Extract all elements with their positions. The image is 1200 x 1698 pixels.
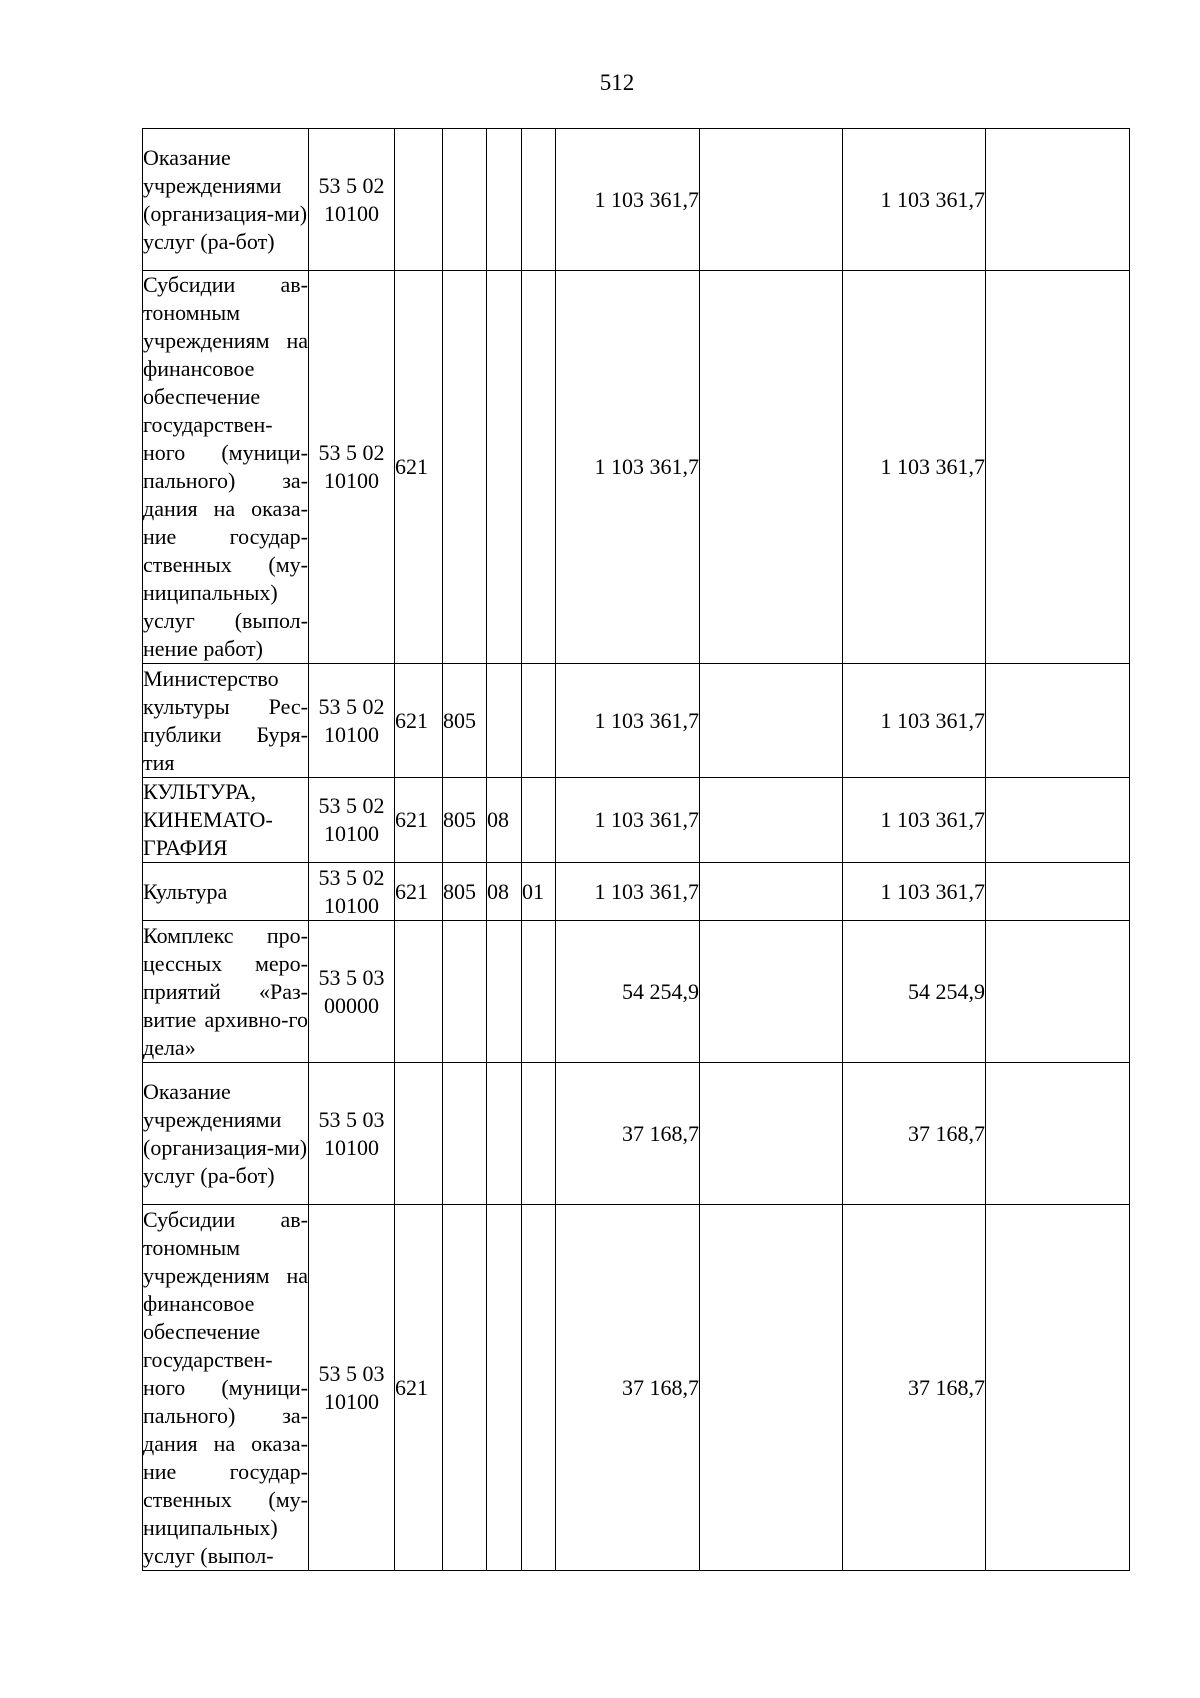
row-name: Культура (143, 863, 309, 921)
row-amount-3: 37 168,7 (843, 1205, 986, 1571)
row-expense-type: 621 (395, 863, 443, 921)
row-ministry-code (443, 921, 487, 1063)
row-amount-2 (700, 863, 843, 921)
row-amount-3: 1 103 361,7 (843, 778, 986, 863)
row-section-code (487, 664, 522, 778)
row-amount-2 (700, 1063, 843, 1205)
row-amount-1: 1 103 361,7 (556, 271, 700, 664)
row-expense-type: 621 (395, 664, 443, 778)
row-name: Оказание учреждениями (организация-ми) услуг (ра-бот) (143, 1063, 309, 1205)
row-target-code: 53 5 02 10100 (309, 129, 395, 271)
table-row (143, 921, 1130, 1063)
row-amount-4 (986, 921, 1130, 1063)
row-name: Комплекс про-цессных меро-приятий «Раз-витие архивно-го дела» (143, 921, 309, 1063)
row-amount-2 (700, 664, 843, 778)
page-number: 512 (599, 70, 635, 95)
row-section-code: 08 (487, 778, 522, 863)
table-row (143, 271, 1130, 664)
row-name: Министерство культуры Рес-публики Буря-тия (143, 664, 309, 778)
row-ministry-code (443, 129, 487, 271)
row-amount-4 (986, 271, 1130, 664)
row-amount-3: 1 103 361,7 (843, 129, 986, 271)
row-expense-type: 621 (395, 271, 443, 664)
row-ministry-code: 805 (443, 778, 487, 863)
row-subsection-code (522, 1205, 556, 1571)
row-expense-type: 621 (395, 1205, 443, 1571)
row-target-code: 53 5 03 00000 (309, 921, 395, 1063)
row-amount-3: 1 103 361,7 (843, 271, 986, 664)
row-amount-2 (700, 1205, 843, 1571)
row-amount-1: 1 103 361,7 (556, 129, 700, 271)
row-expense-type (395, 1063, 443, 1205)
row-expense-type: 621 (395, 778, 443, 863)
row-subsection-code (522, 1063, 556, 1205)
row-target-code: 53 5 02 10100 (309, 778, 395, 863)
row-amount-2 (700, 921, 843, 1063)
row-amount-3: 54 254,9 (843, 921, 986, 1063)
row-subsection-code (522, 664, 556, 778)
row-amount-2 (700, 271, 843, 664)
row-section-code (487, 1063, 522, 1205)
row-section-code (487, 271, 522, 664)
row-amount-4 (986, 1063, 1130, 1205)
table-body (143, 129, 1130, 1571)
table-row (143, 863, 1130, 921)
row-amount-4 (986, 863, 1130, 921)
row-section-code (487, 921, 522, 1063)
row-ministry-code (443, 1205, 487, 1571)
row-target-code: 53 5 03 10100 (309, 1205, 395, 1571)
row-expense-type (395, 129, 443, 271)
row-ministry-code: 805 (443, 863, 487, 921)
row-subsection-code (522, 778, 556, 863)
row-target-code: 53 5 03 10100 (309, 1063, 395, 1205)
row-amount-2 (700, 778, 843, 863)
row-name: КУЛЬТУРА, КИНЕМАТО-ГРАФИЯ (143, 778, 309, 863)
row-amount-2 (700, 129, 843, 271)
row-amount-1: 1 103 361,7 (556, 778, 700, 863)
row-amount-3: 37 168,7 (843, 1063, 986, 1205)
row-amount-3: 1 103 361,7 (843, 664, 986, 778)
row-amount-4 (986, 129, 1130, 271)
row-amount-1: 37 168,7 (556, 1205, 700, 1571)
row-amount-4 (986, 1205, 1130, 1571)
row-amount-1: 1 103 361,7 (556, 664, 700, 778)
row-name: Субсидии ав-тономным учреждениям на финансовое обеспечение государствен-ного (муници-пального) за-дания на оказа-ние государ-ственных (му-ниципальных) услуг (выпол-нение работ) (143, 271, 309, 664)
table-row (143, 1205, 1130, 1571)
row-ministry-code (443, 1063, 487, 1205)
row-subsection-code (522, 921, 556, 1063)
row-subsection-code (522, 129, 556, 271)
row-name: Субсидии ав-тономным учреждениям на финансовое обеспечение государствен-ного (муници-пального) за-дания на оказа-ние государ-ственных (му-ниципальных) услуг (выпол- (143, 1205, 309, 1571)
row-amount-1: 1 103 361,7 (556, 863, 700, 921)
row-ministry-code: 805 (443, 664, 487, 778)
row-amount-1: 37 168,7 (556, 1063, 700, 1205)
row-amount-4 (986, 664, 1130, 778)
row-expense-type (395, 921, 443, 1063)
row-ministry-code (443, 271, 487, 664)
table-row (143, 778, 1130, 863)
row-subsection-code: 01 (522, 863, 556, 921)
row-amount-4 (986, 778, 1130, 863)
row-section-code (487, 1205, 522, 1571)
row-amount-1: 54 254,9 (556, 921, 700, 1063)
row-amount-3: 1 103 361,7 (843, 863, 986, 921)
row-target-code: 53 5 02 10100 (309, 271, 395, 664)
table-row (143, 664, 1130, 778)
budget-table (142, 128, 1130, 1571)
row-target-code: 53 5 02 10100 (309, 863, 395, 921)
row-section-code (487, 129, 522, 271)
row-section-code: 08 (487, 863, 522, 921)
table-row (143, 1063, 1130, 1205)
row-target-code: 53 5 02 10100 (309, 664, 395, 778)
row-name: Оказание учреждениями (организация-ми) услуг (ра-бот) (143, 129, 309, 271)
row-subsection-code (522, 271, 556, 664)
table-row (143, 129, 1130, 271)
